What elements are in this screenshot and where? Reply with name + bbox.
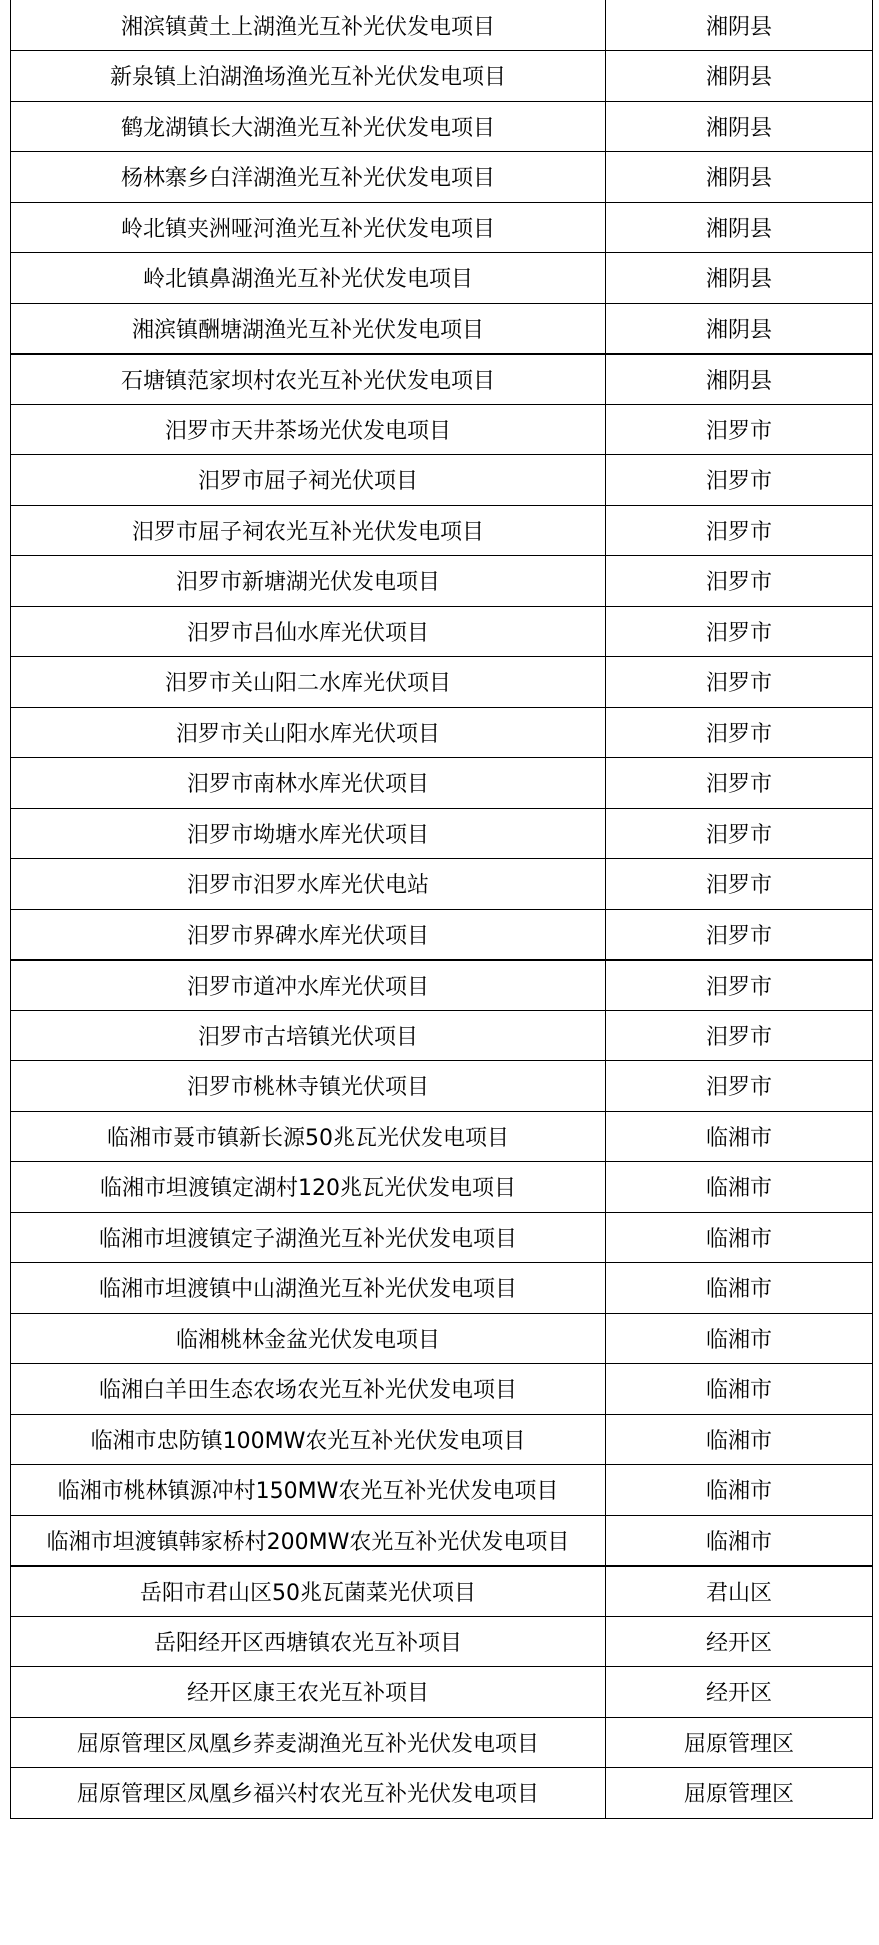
table-row: [11, 0, 873, 51]
table-row: [11, 253, 873, 304]
table-row: [11, 1212, 873, 1263]
county-cell: 经开区: [606, 1616, 873, 1667]
project-name-cell: 临湘市坦渡镇定湖村120兆瓦光伏发电项目: [11, 1162, 606, 1213]
county-cell: 临湘市: [606, 1515, 873, 1566]
table-row: [11, 909, 873, 960]
county-cell: 汨罗市: [606, 859, 873, 910]
county-cell: 汨罗市: [606, 960, 873, 1011]
project-name-cell: 临湘市桃林镇源冲村150MW农光互补光伏发电项目: [11, 1465, 606, 1516]
table-row: [11, 505, 873, 556]
county-cell: 汨罗市: [606, 505, 873, 556]
table-row: [11, 1010, 873, 1061]
county-cell: 湘阴县: [606, 51, 873, 102]
project-name-cell: 汨罗市关山阳二水库光伏项目: [11, 657, 606, 708]
project-name-cell: 湘滨镇黄土上湖渔光互补光伏发电项目: [11, 0, 606, 51]
county-cell: 湘阴县: [606, 253, 873, 304]
project-name-cell: 汨罗市天井茶场光伏发电项目: [11, 404, 606, 455]
project-name-cell: 汨罗市桃林寺镇光伏项目: [11, 1061, 606, 1112]
county-cell: 湘阴县: [606, 303, 873, 354]
project-name-cell: 临湘白羊田生态农场农光互补光伏发电项目: [11, 1364, 606, 1415]
table-row: [11, 1364, 873, 1415]
county-cell: 汨罗市: [606, 404, 873, 455]
county-cell: 汨罗市: [606, 657, 873, 708]
table-row: [11, 960, 873, 1011]
project-name-cell: 汨罗市关山阳水库光伏项目: [11, 707, 606, 758]
project-name-cell: 屈原管理区凤凰乡福兴村农光互补光伏发电项目: [11, 1768, 606, 1819]
project-name-cell: 汨罗市古培镇光伏项目: [11, 1010, 606, 1061]
project-name-cell: 临湘市聂市镇新长源50兆瓦光伏发电项目: [11, 1111, 606, 1162]
project-name-cell: 岭北镇鼻湖渔光互补光伏发电项目: [11, 253, 606, 304]
project-name-cell: 汨罗市道冲水库光伏项目: [11, 960, 606, 1011]
project-name-cell: 湘滨镇酬塘湖渔光互补光伏发电项目: [11, 303, 606, 354]
county-cell: 临湘市: [606, 1364, 873, 1415]
county-cell: 经开区: [606, 1667, 873, 1718]
project-name-cell: 汨罗市吕仙水库光伏项目: [11, 606, 606, 657]
project-name-cell: 岳阳市君山区50兆瓦菌菜光伏项目: [11, 1566, 606, 1617]
table-row: [11, 455, 873, 506]
table-row: [11, 758, 873, 809]
county-cell: 屈原管理区: [606, 1717, 873, 1768]
county-cell: 湘阴县: [606, 0, 873, 51]
project-name-cell: 汨罗市新塘湖光伏发电项目: [11, 556, 606, 607]
table-row: [11, 354, 873, 405]
project-name-cell: 汨罗市屈子祠农光互补光伏发电项目: [11, 505, 606, 556]
project-name-cell: 汨罗市屈子祠光伏项目: [11, 455, 606, 506]
county-cell: 湘阴县: [606, 354, 873, 405]
table-row: [11, 1465, 873, 1516]
table-row: [11, 303, 873, 354]
table-row: [11, 1414, 873, 1465]
county-cell: 汨罗市: [606, 556, 873, 607]
county-cell: 临湘市: [606, 1162, 873, 1213]
table-row: [11, 859, 873, 910]
county-cell: 汨罗市: [606, 455, 873, 506]
county-cell: 汨罗市: [606, 1061, 873, 1112]
county-cell: 临湘市: [606, 1212, 873, 1263]
table-row: [11, 202, 873, 253]
table-row: [11, 1061, 873, 1112]
table-row: [11, 606, 873, 657]
table-row: [11, 1566, 873, 1617]
county-cell: 临湘市: [606, 1111, 873, 1162]
project-name-cell: 临湘市忠防镇100MW农光互补光伏发电项目: [11, 1414, 606, 1465]
table-row: [11, 51, 873, 102]
county-cell: 临湘市: [606, 1414, 873, 1465]
project-name-cell: 新泉镇上泊湖渔场渔光互补光伏发电项目: [11, 51, 606, 102]
county-cell: 湘阴县: [606, 202, 873, 253]
project-name-cell: 岭北镇夹洲哑河渔光互补光伏发电项目: [11, 202, 606, 253]
project-name-cell: 屈原管理区凤凰乡荞麦湖渔光互补光伏发电项目: [11, 1717, 606, 1768]
table-row: [11, 1515, 873, 1566]
county-cell: 屈原管理区: [606, 1768, 873, 1819]
county-cell: 临湘市: [606, 1263, 873, 1314]
county-cell: 汨罗市: [606, 606, 873, 657]
table-row: [11, 808, 873, 859]
county-cell: 汨罗市: [606, 707, 873, 758]
project-name-cell: 汨罗市汨罗水库光伏电站: [11, 859, 606, 910]
table-row: [11, 1768, 873, 1819]
table-body: [11, 0, 873, 1818]
county-cell: 湘阴县: [606, 152, 873, 203]
county-cell: 汨罗市: [606, 758, 873, 809]
table-row: [11, 152, 873, 203]
county-cell: 汨罗市: [606, 1010, 873, 1061]
project-name-cell: 石塘镇范家坝村农光互补光伏发电项目: [11, 354, 606, 405]
table-row: [11, 404, 873, 455]
table-row: [11, 707, 873, 758]
county-cell: 临湘市: [606, 1313, 873, 1364]
project-name-cell: 汨罗市界碑水库光伏项目: [11, 909, 606, 960]
project-name-cell: 岳阳经开区西塘镇农光互补项目: [11, 1616, 606, 1667]
table-row: [11, 1616, 873, 1667]
county-cell: 君山区: [606, 1566, 873, 1617]
project-name-cell: 临湘市坦渡镇定子湖渔光互补光伏发电项目: [11, 1212, 606, 1263]
table-row: [11, 657, 873, 708]
project-name-cell: 鹤龙湖镇长大湖渔光互补光伏发电项目: [11, 101, 606, 152]
table-row: [11, 1717, 873, 1768]
table-row: [11, 1263, 873, 1314]
table-row: [11, 1111, 873, 1162]
table-row: [11, 101, 873, 152]
project-name-cell: 临湘桃林金盆光伏发电项目: [11, 1313, 606, 1364]
project-name-cell: 汨罗市坳塘水库光伏项目: [11, 808, 606, 859]
table-row: [11, 1667, 873, 1718]
project-name-cell: 临湘市坦渡镇韩家桥村200MW农光互补光伏发电项目: [11, 1515, 606, 1566]
table-container: [10, 0, 872, 1819]
table-row: [11, 556, 873, 607]
project-table: [10, 0, 873, 1819]
project-name-cell: 临湘市坦渡镇中山湖渔光互补光伏发电项目: [11, 1263, 606, 1314]
table-row: [11, 1162, 873, 1213]
project-name-cell: 汨罗市南林水库光伏项目: [11, 758, 606, 809]
county-cell: 汨罗市: [606, 909, 873, 960]
county-cell: 湘阴县: [606, 101, 873, 152]
project-name-cell: 杨林寨乡白洋湖渔光互补光伏发电项目: [11, 152, 606, 203]
county-cell: 临湘市: [606, 1465, 873, 1516]
table-row: [11, 1313, 873, 1364]
county-cell: 汨罗市: [606, 808, 873, 859]
project-name-cell: 经开区康王农光互补项目: [11, 1667, 606, 1718]
